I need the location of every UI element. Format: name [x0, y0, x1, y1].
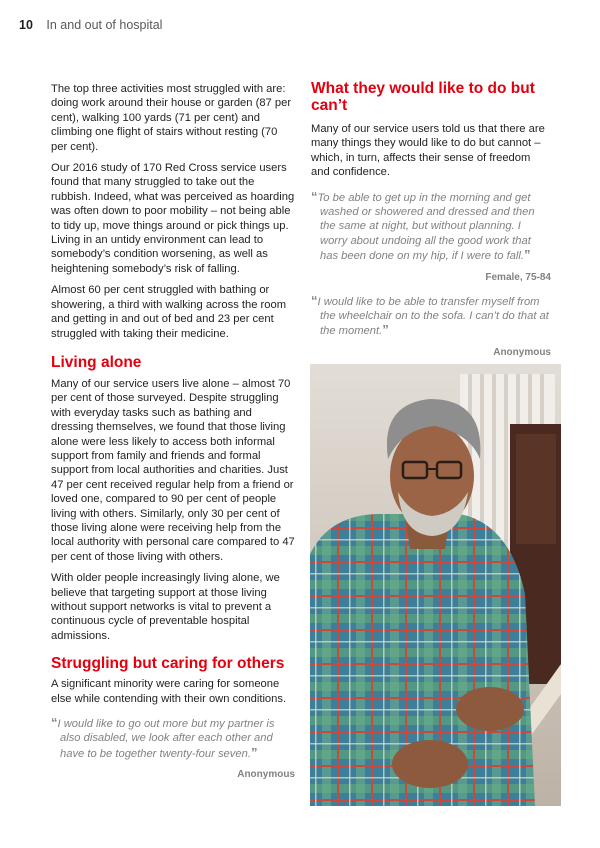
open-quote-mark: “: [51, 715, 58, 731]
body-paragraph: With older people increasingly living alone, we believe that targeting support at those living without support networks is vital to prevent a continuous cycle of preventable hospital admissions.: [51, 572, 280, 642]
photo-illustration: [310, 364, 561, 806]
struggling-heading: Struggling but caring for others: [51, 655, 285, 673]
close-quote-mark: ”: [523, 247, 531, 263]
what-they-would-like-heading: What they would like to do but can’t: [311, 80, 535, 114]
living-alone-heading: Living alone: [51, 353, 142, 371]
quote-attribution: Anonymous: [237, 769, 295, 781]
quote-text: I would like to go out more but my partner is also disabled, we look after each other and have to be together twenty-four seven.: [57, 718, 275, 760]
body-paragraph: The top three activities most struggled with are: doing work around their house or garden (87 per cent), walking 100 yards (71 per cent) and climbing one flight of stairs without resting (70 per cent).: [51, 83, 292, 153]
running-header: [19, 18, 162, 32]
portrait-photo: [310, 364, 561, 806]
page-number: 10: [19, 18, 33, 32]
body-paragraph: Almost 60 per cent struggled with bathing or showering, a third with walking across the room and getting in and out of bed and 23 per cent struggled with taking their medicine.: [51, 284, 287, 340]
quote-attribution: Female, 75-84: [485, 271, 551, 283]
open-quote-mark: “: [311, 188, 318, 204]
quote-text: I would like to be able to transfer myself from the wheelchair on to the sofa. I can’t do that at the moment.: [317, 295, 549, 338]
quote-attribution: Anonymous: [493, 346, 551, 358]
body-paragraph: Many of our service users told us that there are many things they would like to do but cannot – which, in turn, affects their sense of freedom and confidence.: [311, 123, 545, 179]
pull-quote: [51, 716, 295, 781]
pull-quote: [311, 190, 551, 284]
body-paragraph: Many of our service users live alone – almost 70 per cent of those surveyed. Despite struggling with everyday tasks such as bathing and dressing themselves, we found that those living alone were less likely to access both informal support from family and friends and formal support from local authorities and charities. Just 47 per cent received regular help from a friend or loved one, compared to 90 per cent of people living with others. Similarly, only 30 per cent of those living alone were receiving help from the local authority with personal care compared to 47 per cent of those living with others.: [51, 377, 295, 563]
close-quote-mark: ”: [382, 322, 389, 338]
open-quote-mark: “: [311, 292, 318, 308]
pull-quote: [311, 294, 551, 359]
right-column: [311, 80, 551, 359]
quote-text: To be able to get up in the morning and get washed or showered and dressed and then the same at night, but without planning. I worry about undoing all the good work that has been done on my hip, if I were to fall.: [317, 191, 535, 263]
body-paragraph: A significant minority were caring for someone else while contending with their own conditions.: [51, 678, 287, 705]
section-title: In and out of hospital: [46, 18, 163, 32]
left-column: [51, 82, 295, 781]
body-paragraph: Our 2016 study of 170 Red Cross service users found that many struggled to take out the rubbish. Indeed, what was perceived as hoarding was often down to poor mobility – not being able to tidy up, move things around or pick things up. Living in an untidy environment can lead to somebody’s condition worsening, as well as heightening somebody’s risk of falling.: [51, 162, 295, 275]
close-quote-mark: ”: [250, 744, 258, 760]
